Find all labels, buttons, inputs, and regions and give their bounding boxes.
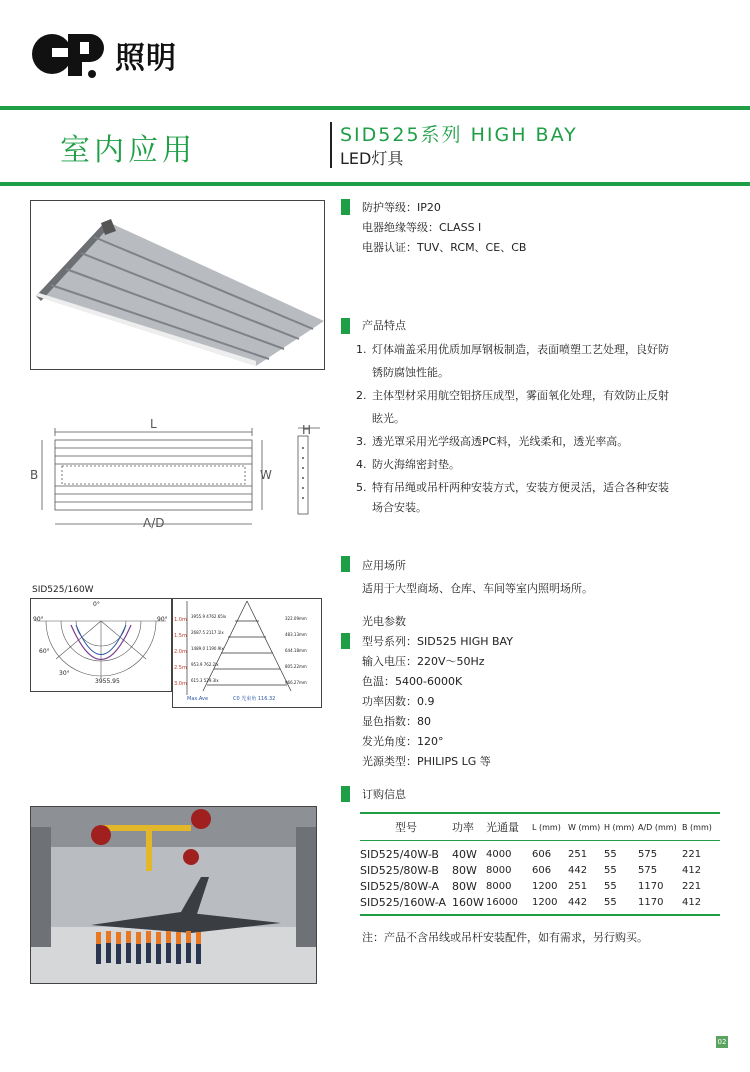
- spec-insulation: 电器绝缘等级：CLASS Ⅰ: [362, 221, 482, 234]
- feature-4-line-1: 防火海绵密封垫。: [372, 458, 460, 471]
- section-title: 室内应用: [60, 133, 196, 168]
- dim-label-w: W: [260, 468, 272, 482]
- polar-label-60: 60°: [39, 648, 50, 655]
- cell-h: 55: [604, 864, 617, 876]
- lux-2: 2687.5 2117.1lx: [191, 630, 224, 635]
- brand-cn: 照明: [115, 41, 177, 76]
- feature-2-line-1: 主体型材采用航空铝挤压成型，雾面氧化处理，有效防止反射: [372, 389, 669, 402]
- polar-chart: [30, 598, 172, 692]
- cell-flux: 16000: [486, 896, 518, 908]
- application-text: 适用于大型商场、仓库、车间等室内照明场所。: [362, 582, 593, 595]
- cell-ad: 575: [638, 848, 658, 860]
- cell-b: 412: [682, 864, 702, 876]
- polar-value-bottom: 3955.95: [95, 678, 120, 685]
- feature-2-num: 2.: [356, 389, 367, 402]
- application-marker: [341, 556, 350, 572]
- feature-5-num: 5.: [356, 481, 367, 494]
- optical-title: 光电参数: [362, 615, 406, 628]
- polar-label-30: 30°: [59, 670, 70, 677]
- cone-footer-left: Max.Ave: [187, 696, 209, 702]
- order-marker: [341, 786, 350, 802]
- cell-ad: 1170: [638, 880, 664, 892]
- table-row: [360, 862, 720, 878]
- order-table-bottom-rule: [360, 914, 720, 916]
- cell-h: 55: [604, 896, 617, 908]
- feature-4-num: 4.: [356, 458, 367, 471]
- cell-h: 55: [604, 880, 617, 892]
- diameter-2: 483.13mm: [285, 632, 307, 637]
- order-header-flux: 光通量: [486, 821, 519, 834]
- dist-1: 1.0m: [174, 617, 187, 623]
- cell-w: 251: [568, 848, 588, 860]
- cell-l: 1200: [532, 896, 558, 908]
- cell-model: SID525/160W-A: [360, 895, 447, 909]
- order-header-power: 功率: [452, 821, 474, 834]
- header-rule-top: [0, 106, 750, 110]
- feature-2-line-2: 眩光。: [372, 412, 405, 425]
- cell-flux: 8000: [486, 880, 512, 892]
- page-number: 02: [717, 1038, 727, 1046]
- subtitle: LED灯具: [340, 149, 404, 168]
- order-table-header-rule: [360, 840, 720, 841]
- optical-pf: 功率因数：0.9: [362, 695, 435, 708]
- cell-flux: 8000: [486, 864, 512, 876]
- order-note: 注：产品不含吊线或吊杆安装配件，如有需求，另行购买。: [362, 931, 648, 944]
- order-header-w: W (mm): [568, 822, 601, 832]
- feature-3-num: 3.: [356, 435, 367, 448]
- spec-protection: 防护等级：IP20: [362, 201, 441, 214]
- cell-ad: 1170: [638, 896, 664, 908]
- table-row: [360, 846, 720, 862]
- order-table-top-rule: [360, 812, 720, 814]
- dim-label-b: B: [30, 468, 39, 482]
- features-title: 产品特点: [362, 319, 406, 332]
- title-divider: [330, 122, 332, 168]
- diameter-3: 644.18mm: [285, 648, 307, 653]
- cone-footer-right: C0 光束角 116.32: [233, 696, 276, 702]
- lux-3: 1489.0 1190.9lx: [191, 646, 224, 651]
- feature-1-line-2: 锈防腐蚀性能。: [372, 366, 449, 379]
- cell-power: 80W: [452, 863, 477, 877]
- feature-3-line-1: 透光罩采用光学级高透PC料，光线柔和，透光率高。: [372, 435, 629, 448]
- specs-marker: [341, 199, 350, 215]
- cell-b: 221: [682, 880, 702, 892]
- spec-certification: 电器认证：TUV、RCM、CE、CB: [362, 241, 527, 254]
- feature-1-num: 1.: [356, 343, 367, 356]
- order-header-b: B (mm): [682, 822, 712, 832]
- diameter-4: 805.22mm: [285, 664, 307, 669]
- diameter-1: 322.09mm: [285, 616, 307, 621]
- cell-power: 80W: [452, 879, 477, 893]
- order-header-l: L (mm): [532, 822, 561, 832]
- product-photo: [30, 200, 325, 370]
- cell-power: 160W: [452, 895, 484, 909]
- order-table-body: [360, 846, 720, 910]
- cell-power: 40W: [452, 847, 477, 861]
- illuminance-cone-chart: [172, 598, 322, 708]
- order-title: 订购信息: [362, 788, 406, 801]
- polar-label-90-left: 90°: [33, 616, 44, 623]
- cell-l: 606: [532, 848, 552, 860]
- dim-label-h: H: [302, 423, 312, 437]
- cell-l: 1200: [532, 880, 558, 892]
- optical-voltage: 输入电压：220V～50Hz: [362, 655, 485, 668]
- cell-w: 251: [568, 880, 588, 892]
- feature-5-line-2: 场合安装。: [372, 501, 427, 514]
- cell-model: SID525/40W-B: [360, 847, 439, 861]
- series-title: SID525系列 HIGH BAY: [340, 124, 578, 146]
- order-header-h: H (mm): [604, 822, 635, 832]
- order-header-model: 型号: [395, 821, 417, 834]
- cell-h: 55: [604, 848, 617, 860]
- table-row: [360, 894, 720, 910]
- photometric-model: SID525/160W: [32, 585, 94, 595]
- polar-label-0: 0°: [93, 601, 100, 608]
- dim-label-ad: A/D: [143, 516, 165, 530]
- dimension-drawing: [30, 418, 330, 533]
- dim-label-l: L: [150, 417, 157, 431]
- cell-w: 442: [568, 864, 588, 876]
- optical-series: 型号系列：SID525 HIGH BAY: [362, 635, 513, 648]
- dist-4: 2.5m: [174, 665, 187, 671]
- order-header-ad: A/D (mm): [638, 822, 677, 832]
- order-header-row: [360, 818, 720, 836]
- optical-marker: [341, 633, 350, 649]
- cell-b: 412: [682, 896, 702, 908]
- polar-label-90-right: 90°: [157, 616, 168, 623]
- application-photo: [30, 806, 317, 984]
- cell-ad: 575: [638, 864, 658, 876]
- features-marker: [341, 318, 350, 334]
- header-rule-bottom: [0, 182, 750, 186]
- lux-4: 953.9 762.2lx: [191, 662, 219, 667]
- dist-5: 3.0m: [174, 681, 187, 687]
- cell-model: SID525/80W-A: [360, 879, 440, 893]
- application-title: 应用场所: [362, 559, 406, 572]
- lux-1: 3955.9 4762.65lx: [191, 614, 227, 619]
- dist-2: 1.5m: [174, 633, 187, 639]
- order-table: [360, 818, 720, 836]
- lux-5: 615.3 529.3lx: [191, 678, 219, 683]
- feature-1-line-1: 灯体端盖采用优质加厚钢板制造，表面喷塑工艺处理，良好防: [372, 343, 669, 356]
- diameter-5: 966.27mm: [285, 680, 307, 685]
- optical-angle: 发光角度：120°: [362, 735, 444, 748]
- cell-l: 606: [532, 864, 552, 876]
- cell-model: SID525/80W-B: [360, 863, 439, 877]
- optical-cri: 显色指数：80: [362, 715, 431, 728]
- optical-cct: 色温：5400-6000K: [362, 675, 463, 688]
- dist-3: 2.0m: [174, 649, 187, 655]
- cell-w: 442: [568, 896, 588, 908]
- feature-5-line-1: 特有吊绳或吊杆两种安装方式，安装方便灵活，适合各种安装: [372, 481, 669, 494]
- cell-flux: 4000: [486, 848, 512, 860]
- optical-source: 光源类型：PHILIPS LG 等: [362, 755, 491, 768]
- table-row: [360, 878, 720, 894]
- cell-b: 221: [682, 848, 702, 860]
